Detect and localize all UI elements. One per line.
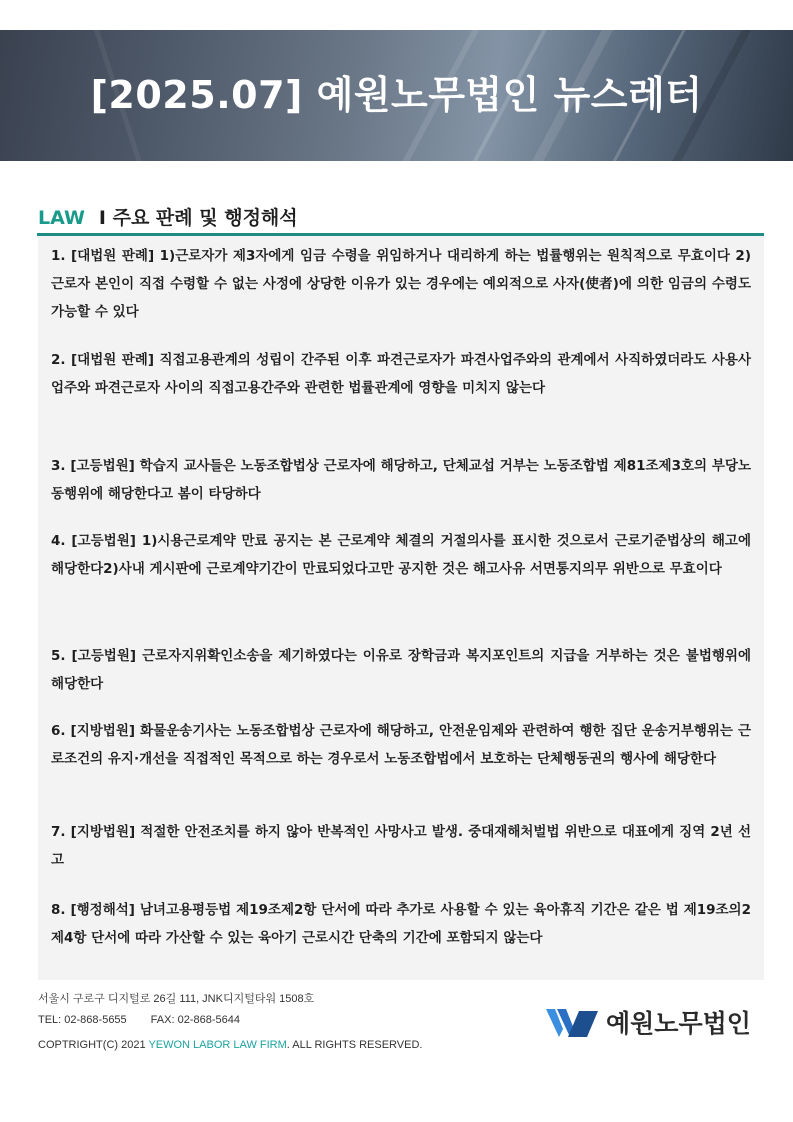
list-item: 7. [지방법원] 적절한 안전조치를 하지 않아 반복적인 사망사고 발생. 중대재해처벌법 위반으로 대표에게 징역 2년 선고	[51, 824, 751, 868]
header-banner	[0, 30, 793, 161]
firm-logo	[546, 1004, 751, 1040]
list-item: 6. [지방법원] 화물운송기사는 노동조합법상 근로자에 해당하고, 안전운임제와 관련하여 행한 집단 운송거부행위는 근로조건의 유지·개선을 직접적인 목적으로 하는 경우로서 노동조합법에서 보호하는 단체행동권의 행사에 해당한다	[51, 723, 751, 767]
section-title: I 주요 판례 및 행정해석	[98, 207, 298, 229]
footer-address: 서울시 구로구 디지털로 26길 111, JNK디지털타워 1508호	[38, 993, 315, 1005]
list-item: 1. [대법원 판례] 1)근로자가 제3자에게 임금 수령을 위임하거나 대리하게 하는 법률행위는 원칙적으로 무효이다 2)근로자 본인이 직접 수령할 수 없는 사정에 상당한 이유가 있는 경우에는 예외적으로 사자(使者)에 의한 임금의 수령도 가능할 수 있다	[51, 248, 751, 320]
list-item: 5. [고등법원] 근로자지위확인소송을 제기하였다는 이유로 장학금과 복지포인트의 지급을 거부하는 것은 불법행위에 해당한다	[51, 648, 751, 692]
footer-copyright	[38, 1039, 422, 1051]
list-item: 8. [행정해석] 남녀고용평등법 제19조제2항 단서에 따라 추가로 사용할 수 있는 육아휴직 기간은 같은 법 제19조의2제4항 단서에 따라 가산할 수 있는 육아기 근로시간 단축의 기간에 포함되지 않는다	[51, 902, 751, 946]
logo-mark-icon	[546, 1007, 600, 1037]
footer-tel: TEL: 02-868-5655	[38, 1014, 127, 1026]
footer-contact	[38, 1014, 240, 1026]
content-panel	[38, 236, 764, 980]
copyright-firm-name: YEWON LABOR LAW FIRM	[148, 1039, 287, 1051]
list-item: 3. [고등법원] 학습지 교사들은 노동조합법상 근로자에 해당하고, 단체교섭 거부는 노동조합법 제81조제3호의 부당노동행위에 해당한다고 봄이 타당하다	[51, 458, 751, 502]
footer-fax: FAX: 02-868-5644	[150, 1014, 240, 1026]
list-item: 4. [고등법원] 1)시용근로계약 만료 공지는 본 근로계약 체결의 거절의사를 표시한 것으로서 근로기준법상의 해고에 해당한다2)사내 게시판에 근로계약기간이 만료되었다고만 공지한 것은 해고사유 서면통지의무 위반으로 무효이다	[51, 533, 751, 577]
section-heading	[38, 203, 298, 229]
section-tag: LAW	[38, 207, 85, 229]
list-item: 2. [대법원 판례] 직접고용관계의 성립이 간주된 이후 파견근로자가 파견사업주와의 관계에서 사직하였더라도 사용사업주와 파견근로자 사이의 직접고용간주와 관련한 법률관계에 영향을 미치지 않는다	[51, 352, 751, 396]
newsletter-title: [2025.07] 예원노무법인 뉴스레터	[90, 73, 703, 117]
copyright-prefix: COPTRIGHT(C) 2021	[38, 1039, 149, 1051]
logo-name: 예원노무법인	[606, 1009, 751, 1038]
copyright-suffix: . ALL RIGHTS RESERVED.	[286, 1039, 423, 1051]
